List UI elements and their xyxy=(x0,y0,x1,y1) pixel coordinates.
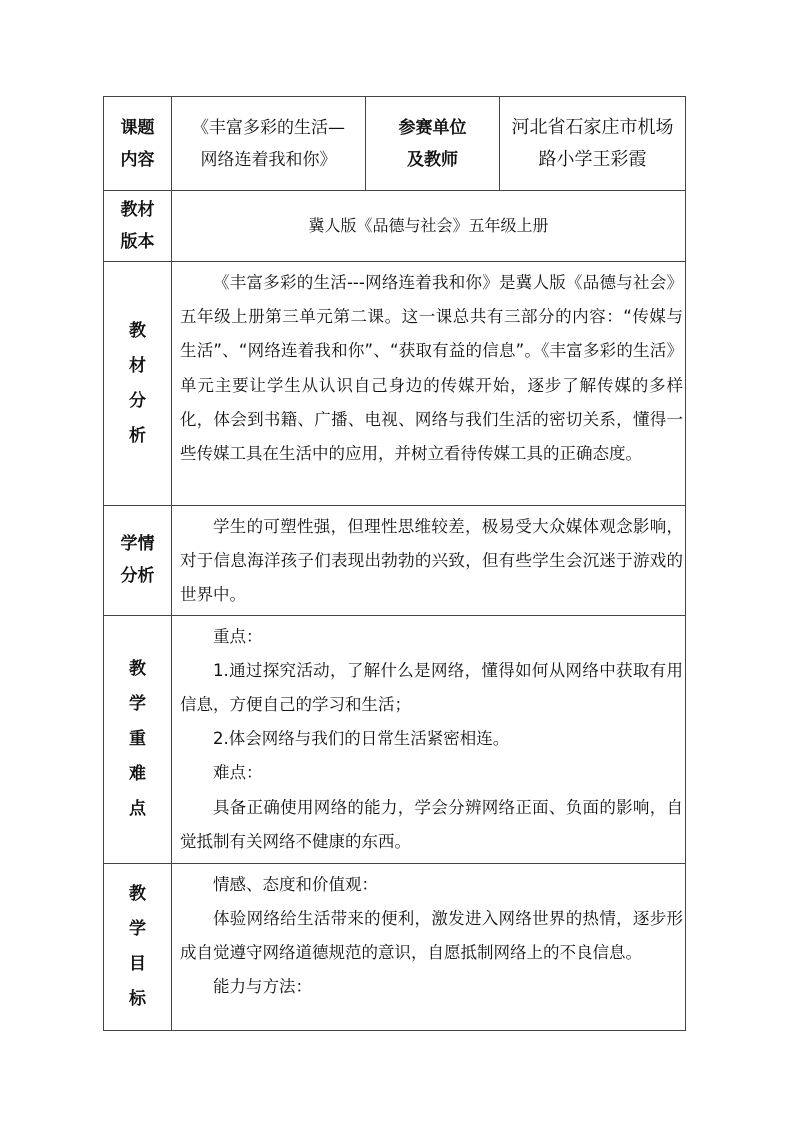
keypoints-line: 难点： xyxy=(213,763,263,783)
analysis-text: 《丰富多彩的生活---网络连着我和你》是冀人版《品德与社会》五年级上册第三单元第二课。这一课总共有三部分的内容：“传媒与生活”、“网络连着我和你”、“获取有益的信息”。《丰富多彩的生活》单元主要让学生从认识自己身边的传媒开始，逐步了解传媒的多样化，体会到书籍、广播、电视、网络与我们生活的密切关系，懂得一些传媒工具在生活中的应用，并树立看待传媒工具的正确态度。 xyxy=(172,262,686,506)
keypoints-line: 重点： xyxy=(213,626,263,646)
keypoints-label: 教 学 重 难 点 xyxy=(104,615,172,863)
edition-label: 教材 版本 xyxy=(104,191,172,262)
learners-label: 学情 分析 xyxy=(104,506,172,616)
topic-value: 《丰富多彩的生活— 网络连着我和你》 xyxy=(172,97,366,191)
lesson-plan-table xyxy=(103,96,686,1031)
topic-label: 课题 内容 xyxy=(104,97,172,191)
keypoints-row xyxy=(104,615,686,863)
edition-value: 冀人版《品德与社会》五年级上册 xyxy=(172,191,686,262)
learners-row xyxy=(104,506,686,616)
keypoints-line: 2.体会网络与我们的日常生活紧密相连。 xyxy=(213,729,510,749)
keypoints-line: 具备正确使用网络的能力，学会分辨网络正面、负面的影响，自觉抵制有关网络不健康的东西。 xyxy=(180,797,683,851)
unit-value: 河北省石家庄市机场 路小学王彩霞 xyxy=(500,97,686,191)
keypoints-text xyxy=(172,615,686,863)
learners-text: 学生的可塑性强，但理性思维较差，极易受大众媒体观念影响，对于信息海洋孩子们表现出勃勃的兴致，但有些学生会沉迷于游戏的世界中。 xyxy=(172,506,686,616)
edition-row xyxy=(104,191,686,262)
analysis-row xyxy=(104,262,686,506)
unit-label: 参赛单位 及教师 xyxy=(366,97,500,191)
goals-text xyxy=(172,863,686,1030)
keypoints-line: 1.通过探究活动，了解什么是网络，懂得如何从网络中获取有用信息，方便自己的学习和生活； xyxy=(180,660,683,715)
goals-line: 体验网络给生活带来的便利，激发进入网络世界的热情，逐步形成自觉遵守网络道德规范的意识，自愿抵制网络上的不良信息。 xyxy=(180,908,683,963)
goals-row xyxy=(104,863,686,1030)
analysis-label: 教 材 分 析 xyxy=(104,262,172,506)
goals-line: 能力与方法： xyxy=(213,977,312,997)
topic-row xyxy=(104,97,686,191)
goals-line: 情感、态度和价值观： xyxy=(213,874,378,894)
goals-label: 教 学 目 标 xyxy=(104,863,172,1030)
